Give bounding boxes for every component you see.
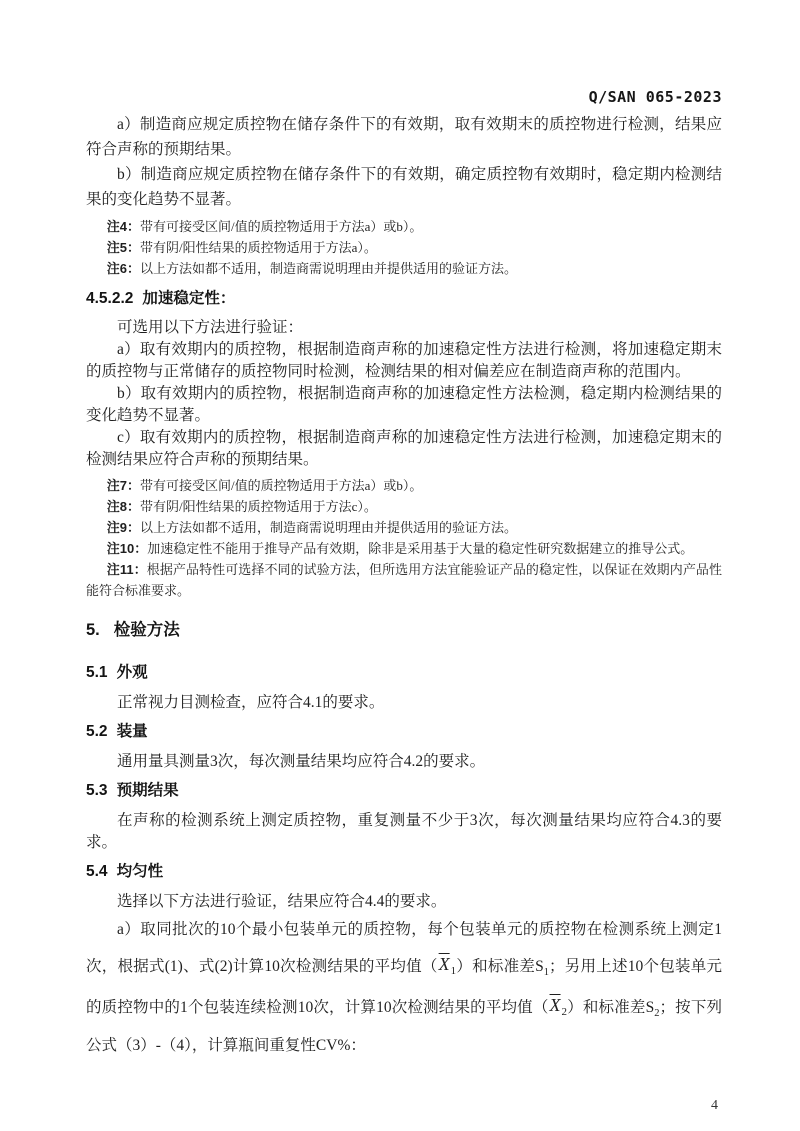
xbar-1-subscript: 1 — [450, 965, 457, 977]
heading-4-5-2-2-title: 加速稳定性： — [142, 290, 236, 307]
section-5-4-num: 5.4 — [86, 863, 108, 880]
section-5-2-title: 装量 — [116, 723, 148, 740]
storage-para-b: b）制造商应规定质控物在储存条件下的有效期，确定质控物有效期时，稳定期内检测结果的变化趋势不显著。 — [86, 166, 722, 208]
note-11-label: 注11： — [106, 562, 147, 577]
s1-subscript: 1 — [543, 967, 549, 979]
doc-code: Q/SAN 065-2023 — [588, 88, 722, 106]
note-7-text: 带有可接受区间/值的质控物适用于方法a）或b）。 — [140, 478, 423, 493]
page-number: 4 — [711, 1098, 718, 1113]
heading-4-5-2-2 — [86, 289, 722, 309]
note-6 — [86, 258, 722, 279]
note-7 — [86, 475, 722, 496]
note-4-text: 带有可接受区间/值的质控物适用于方法a）或b）。 — [140, 219, 423, 234]
section-5-1-body: 正常视力目测检查，应符合4.1的要求。 — [117, 694, 385, 711]
formula-seg4: ）和标准差S — [567, 999, 655, 1016]
note-7-label: 注7： — [106, 478, 141, 493]
note-9-text: 以上方法如都不适用，制造商需说明理由并提供适用的验证方法。 — [140, 520, 518, 535]
chapter-5-title: 检验方法 — [113, 621, 180, 639]
chapter-5-num: 5. — [86, 621, 100, 639]
storage-para-a: a）制造商应规定质控物在储存条件下的有效期，取有效期末的质控物进行检测，结果应符合声称的预期结果。 — [86, 116, 722, 158]
note-5-label: 注5： — [106, 240, 141, 255]
section-5-4-intro: 选择以下方法进行验证，结果应符合4.4的要求。 — [117, 893, 447, 910]
section-5-2-heading — [86, 722, 722, 742]
note-10 — [86, 538, 722, 559]
note-4 — [86, 216, 722, 237]
note-5 — [86, 237, 722, 258]
section-5-3-body: 在声称的检测系统上测定质控物，重复测量不少于3次，每次测量结果均应符合4.3的要求。 — [86, 812, 722, 851]
note-9-label: 注9： — [106, 520, 141, 535]
note-5-text: 带有阴/阳性结果的质控物适用于方法a）。 — [140, 240, 377, 255]
note-8 — [86, 496, 722, 517]
section-5-4-heading — [86, 862, 722, 882]
accelerated-notes — [86, 475, 722, 601]
xbar-2-symbol: $\overline{X}$ — [549, 995, 561, 1015]
heading-4-5-2-2-num: 4.5.2.2 — [86, 290, 134, 307]
xbar-1-symbol: $\overline{X}$ — [438, 954, 450, 974]
section-5-4-title: 均匀性 — [116, 863, 164, 880]
section-5-3-heading — [86, 781, 722, 801]
section-5-2-body: 通用量具测量3次，每次测量结果均应符合4.2的要求。 — [117, 753, 486, 770]
note-6-text: 以上方法如都不适用，制造商需说明理由并提供适用的验证方法。 — [140, 261, 518, 276]
note-11 — [86, 559, 722, 601]
s2-subscript: 2 — [654, 1008, 660, 1020]
xbar-2-subscript: 2 — [561, 1006, 568, 1018]
section-5-3-title: 预期结果 — [116, 782, 179, 799]
storage-notes — [86, 216, 722, 279]
accelerated-intro: 可选用以下方法进行验证： — [117, 319, 304, 336]
note-8-text: 带有阴/阳性结果的质控物适用于方法c）。 — [140, 499, 377, 514]
accelerated-para-a: a）取有效期内的质控物，根据制造商声称的加速稳定性方法进行检测，将加速稳定期末的质控物与正常储存的质控物同时检测，检测结果的相对偏差应在制造商声称的范围内。 — [86, 341, 722, 380]
accelerated-para-b: b）取有效期内的质控物，根据制造商声称的加速稳定性方法检测，稳定期内检测结果的变化趋势不显著。 — [86, 385, 722, 424]
note-10-text: 加速稳定性不能用于推导产品有效期，除非是采用基于大量的稳定性研究数据建立的推导公式。 — [147, 541, 694, 556]
section-5-2-num: 5.2 — [86, 723, 108, 740]
section-5-1-title: 外观 — [116, 664, 148, 681]
formula-seg3: ；另用上述10个包装单元的质控物中的1个包装连续检测10次，计算10次检测结果的平均值（ — [86, 958, 722, 1016]
accelerated-para-c: c）取有效期内的质控物，根据制造商声称的加速稳定性方法进行检测，加速稳定期末的检测结果应符合声称的预期结果。 — [86, 429, 722, 468]
note-4-label: 注4： — [106, 219, 141, 234]
chapter-5-heading — [86, 619, 722, 641]
section-5-3-num: 5.3 — [86, 782, 108, 799]
note-10-label: 注10： — [106, 541, 148, 556]
formula-seg1: a）取同批次的10个最小包装单元的质控物，每个包装单元的质控物在检测系统上测定1次，根据式(1)、式(2)计算10次检测结果的平均值（ — [86, 921, 722, 975]
section-5-4-formula-paragraph — [86, 913, 722, 1063]
note-6-label: 注6： — [106, 261, 141, 276]
section-5-1-num: 5.1 — [86, 664, 108, 681]
note-9 — [86, 517, 722, 538]
section-5-1-heading — [86, 663, 722, 683]
note-8-label: 注8： — [106, 499, 141, 514]
note-11-text: 根据产品特性可选择不同的试验方法，但所选用方法宜能验证产品的稳定性，以保证在效期内产品性能符合标准要求。 — [86, 562, 722, 598]
formula-seg2: ）和标准差S — [456, 958, 544, 975]
formula-seg5: ；按下列公式（3）-（4），计算瓶间重复性CV%： — [86, 999, 722, 1054]
